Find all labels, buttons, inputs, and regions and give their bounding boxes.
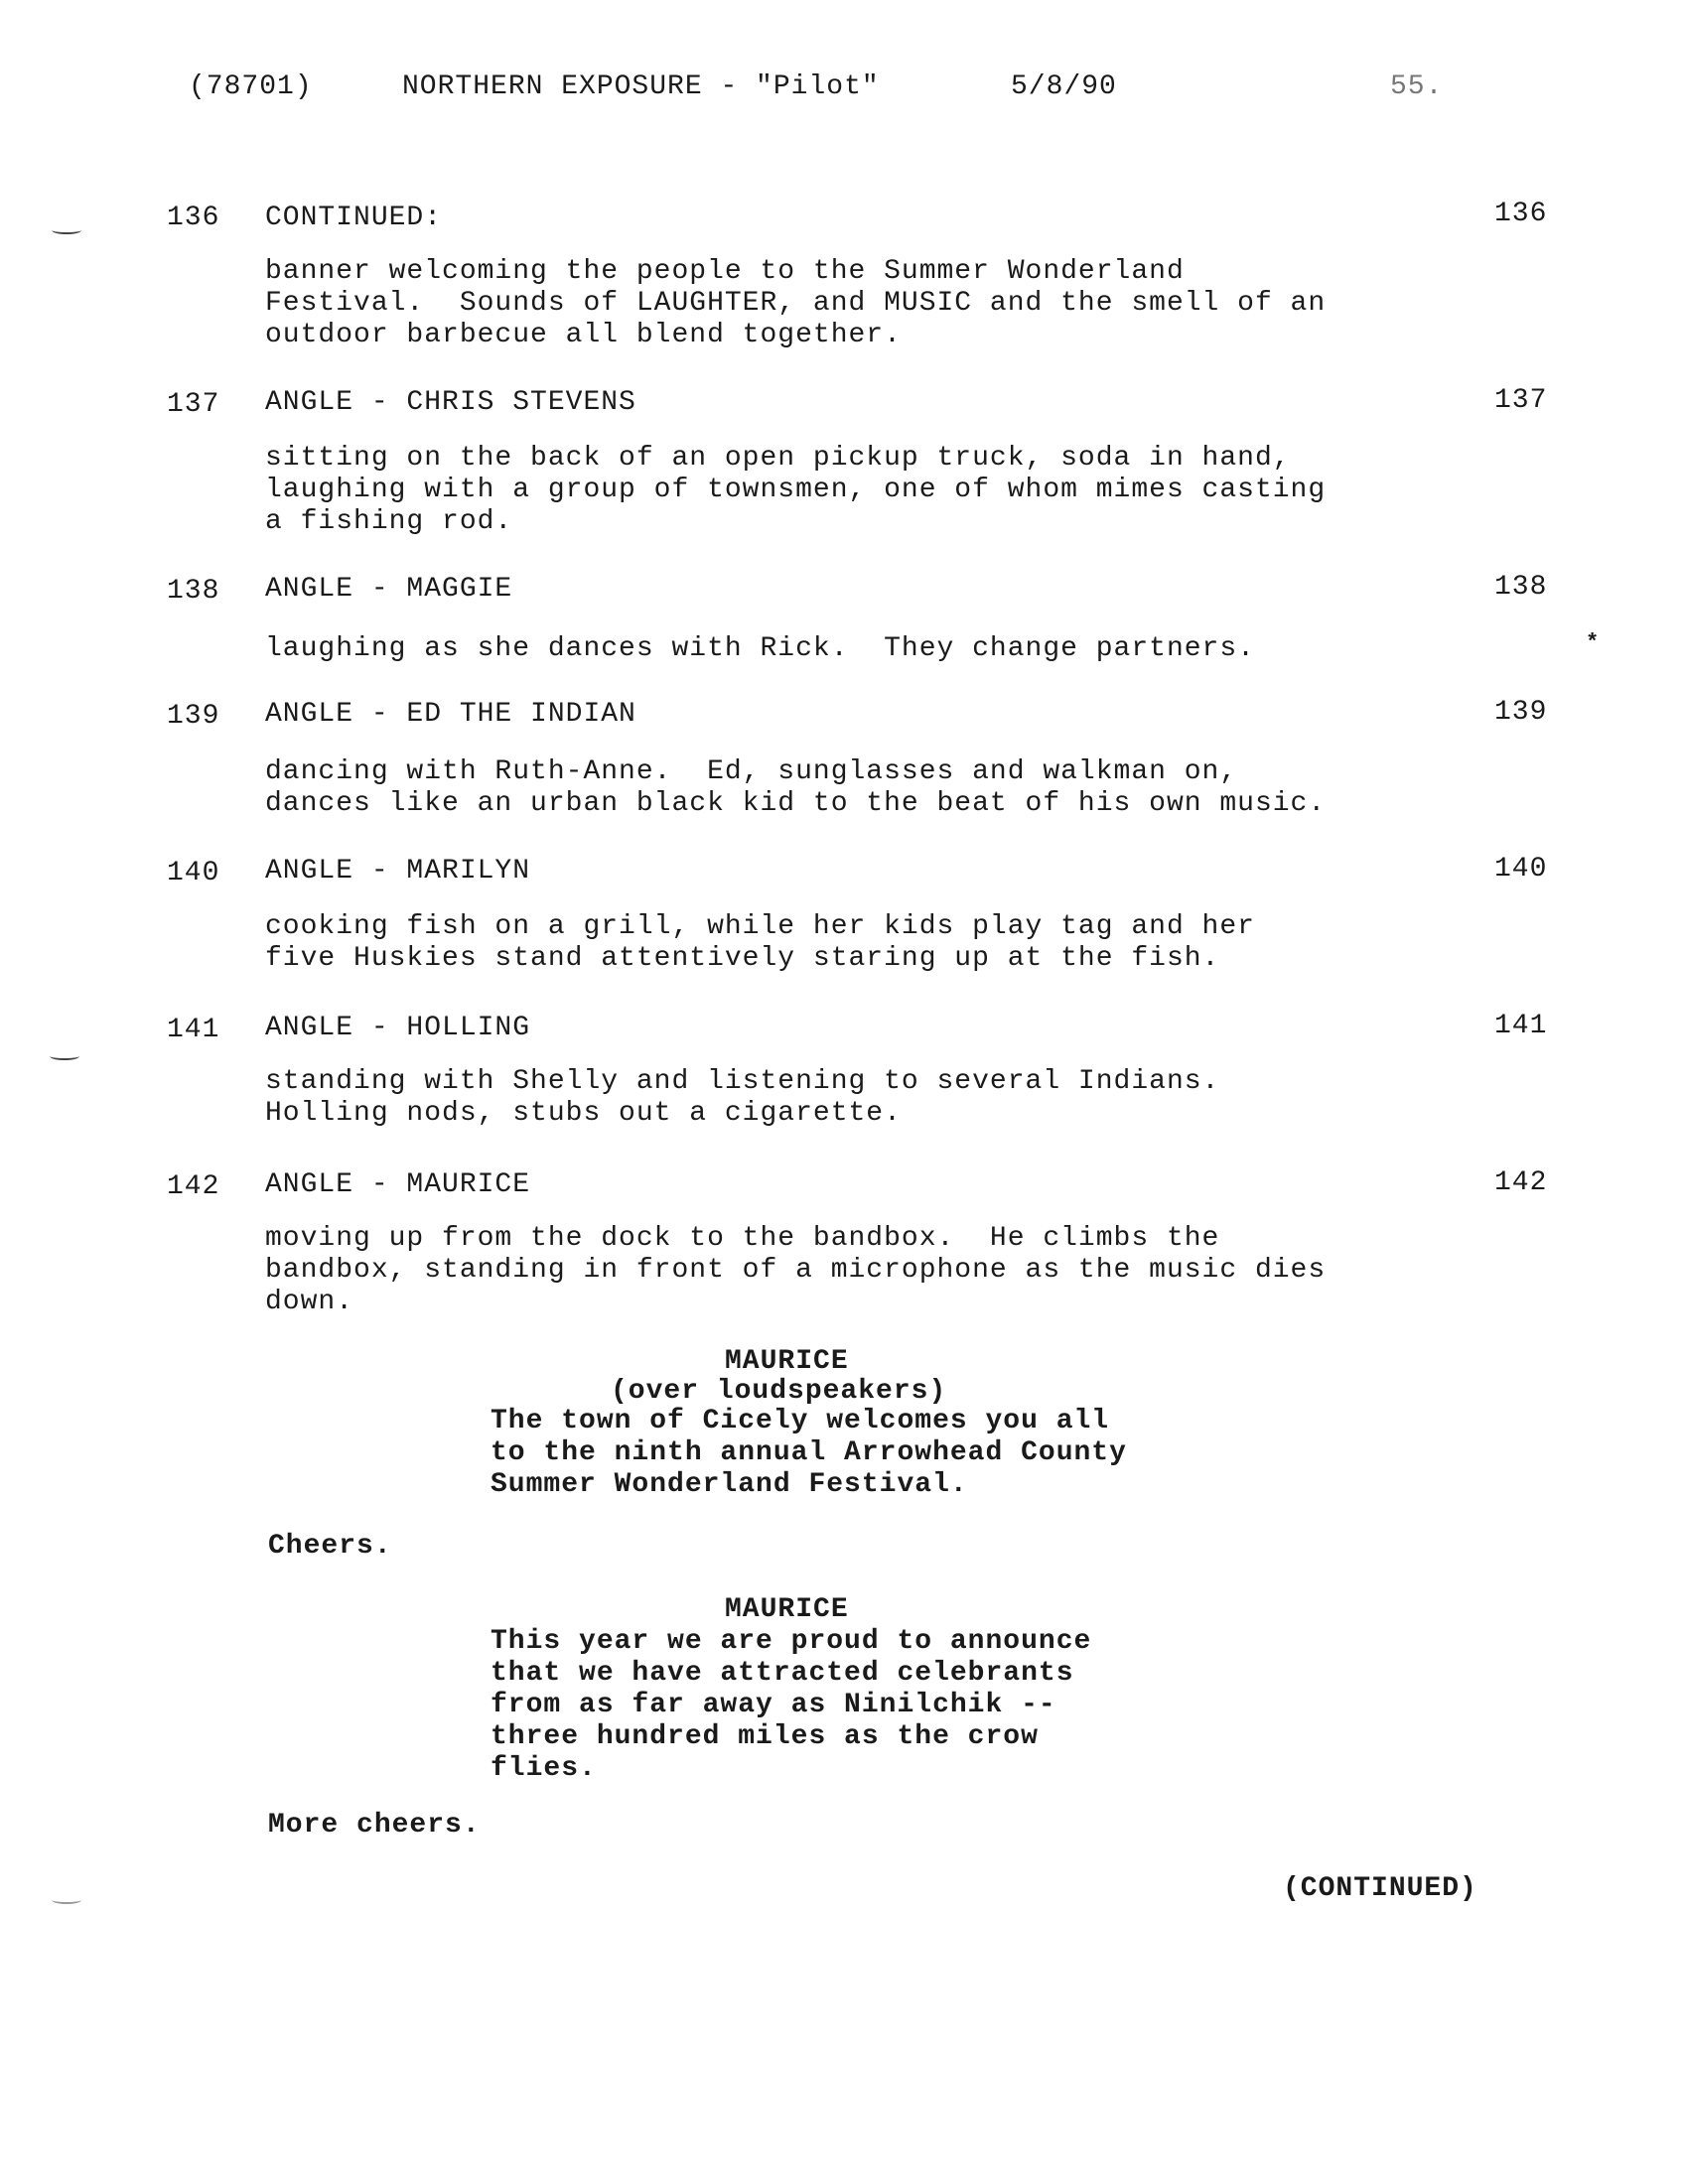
scene-number-right: 140	[1494, 854, 1548, 885]
scene-action	[265, 1066, 1486, 1130]
action-line: banner welcoming the people to the Summer Wonderland	[265, 256, 1185, 287]
scene-action	[265, 756, 1486, 820]
scene-number-left: 136	[167, 203, 220, 233]
dialogue-line: three hundred miles as the crow	[491, 1721, 1039, 1752]
dialogue-line: Summer Wonderland Festival.	[491, 1469, 968, 1500]
action-line: laughing as she dances with Rick. They change partners.	[265, 633, 1255, 664]
action-line: dancing with Ruth-Anne. Ed, sunglasses and walkman on,	[265, 756, 1238, 787]
scene-heading: ANGLE - MARILYN	[265, 856, 531, 887]
dialogue-line: that we have attracted celebrants	[491, 1658, 1074, 1689]
action-line: bandbox, standing in front of a microphone as the music dies	[265, 1255, 1327, 1286]
page-header	[0, 71, 1684, 111]
scene-heading: ANGLE - CHRIS STEVENS	[265, 387, 636, 418]
scene-number-left: 141	[167, 1015, 220, 1045]
action-line: standing with Shelly and listening to several Indians.	[265, 1066, 1220, 1097]
scene-number-right: 136	[1494, 199, 1548, 229]
dialogue-line: to the ninth annual Arrowhead County	[491, 1437, 1127, 1468]
scene-heading: ANGLE - MAURICE	[265, 1169, 531, 1200]
action-line: a fishing rod.	[265, 506, 513, 537]
parenthetical: (over loudspeakers)	[611, 1376, 947, 1407]
scene-heading: ANGLE - ED THE INDIAN	[265, 699, 636, 730]
show-title: NORTHERN EXPOSURE - "Pilot"	[402, 71, 880, 102]
dialogue-line: The town of Cicely welcomes you all	[491, 1406, 1110, 1436]
draft-date: 5/8/90	[1011, 71, 1117, 102]
action-line: Holling nods, stubs out a cigarette.	[265, 1098, 902, 1129]
scene-number-right: 137	[1494, 385, 1548, 416]
scene-action	[265, 633, 1486, 665]
scene-number-right: 142	[1494, 1167, 1548, 1198]
scene-action	[265, 911, 1486, 975]
scene-number-left: 137	[167, 389, 220, 420]
dialogue-block	[491, 1406, 1127, 1501]
punch-hole-mark	[52, 1896, 81, 1904]
scene-heading: ANGLE - HOLLING	[265, 1013, 531, 1043]
revision-mark: *	[1586, 630, 1600, 655]
action-more-cheers: More cheers.	[268, 1810, 481, 1841]
punch-hole-mark	[52, 226, 81, 234]
scene-number-left: 142	[167, 1171, 220, 1202]
scene-heading: ANGLE - MAGGIE	[265, 574, 513, 605]
action-line: Festival. Sounds of LAUGHTER, and MUSIC and the smell of an	[265, 288, 1327, 319]
dialogue-block	[491, 1626, 1091, 1785]
scene-number-right: 141	[1494, 1011, 1548, 1041]
dialogue-line: This year we are proud to announce	[491, 1626, 1092, 1657]
character-cue: MAURICE	[725, 1594, 849, 1625]
character-cue: MAURICE	[725, 1346, 849, 1377]
scene-number-right: 139	[1494, 697, 1548, 728]
scene-action	[265, 256, 1486, 351]
scene-number-left: 140	[167, 858, 220, 888]
action-line: moving up from the dock to the bandbox. He climbs the	[265, 1223, 1220, 1254]
action-line: cooking fish on a grill, while her kids play tag and her	[265, 911, 1255, 942]
action-line: laughing with a group of townsmen, one of whom mimes casting	[265, 475, 1327, 505]
scene-heading: CONTINUED:	[265, 203, 443, 233]
punch-hole-mark	[50, 1052, 79, 1060]
scene-number-right: 138	[1494, 572, 1548, 603]
dialogue-line: flies.	[491, 1753, 597, 1784]
dialogue-line: from as far away as Ninilchik --	[491, 1690, 1056, 1720]
scene-action	[265, 1223, 1486, 1318]
production-code: (78701)	[189, 71, 313, 102]
page-number: 55.	[1390, 71, 1444, 102]
scene-action	[265, 443, 1486, 538]
scene-number-left: 139	[167, 701, 220, 732]
action-line: five Huskies stand attentively staring up at the fish.	[265, 943, 1220, 974]
continued-marker: (CONTINUED)	[1283, 1873, 1477, 1904]
action-cheers: Cheers.	[268, 1531, 392, 1562]
action-line: dances like an urban black kid to the beat of his own music.	[265, 788, 1327, 819]
action-line: down.	[265, 1287, 354, 1317]
action-line: sitting on the back of an open pickup truck, soda in hand,	[265, 443, 1291, 474]
action-line: outdoor barbecue all blend together.	[265, 320, 902, 350]
scene-number-left: 138	[167, 576, 220, 607]
